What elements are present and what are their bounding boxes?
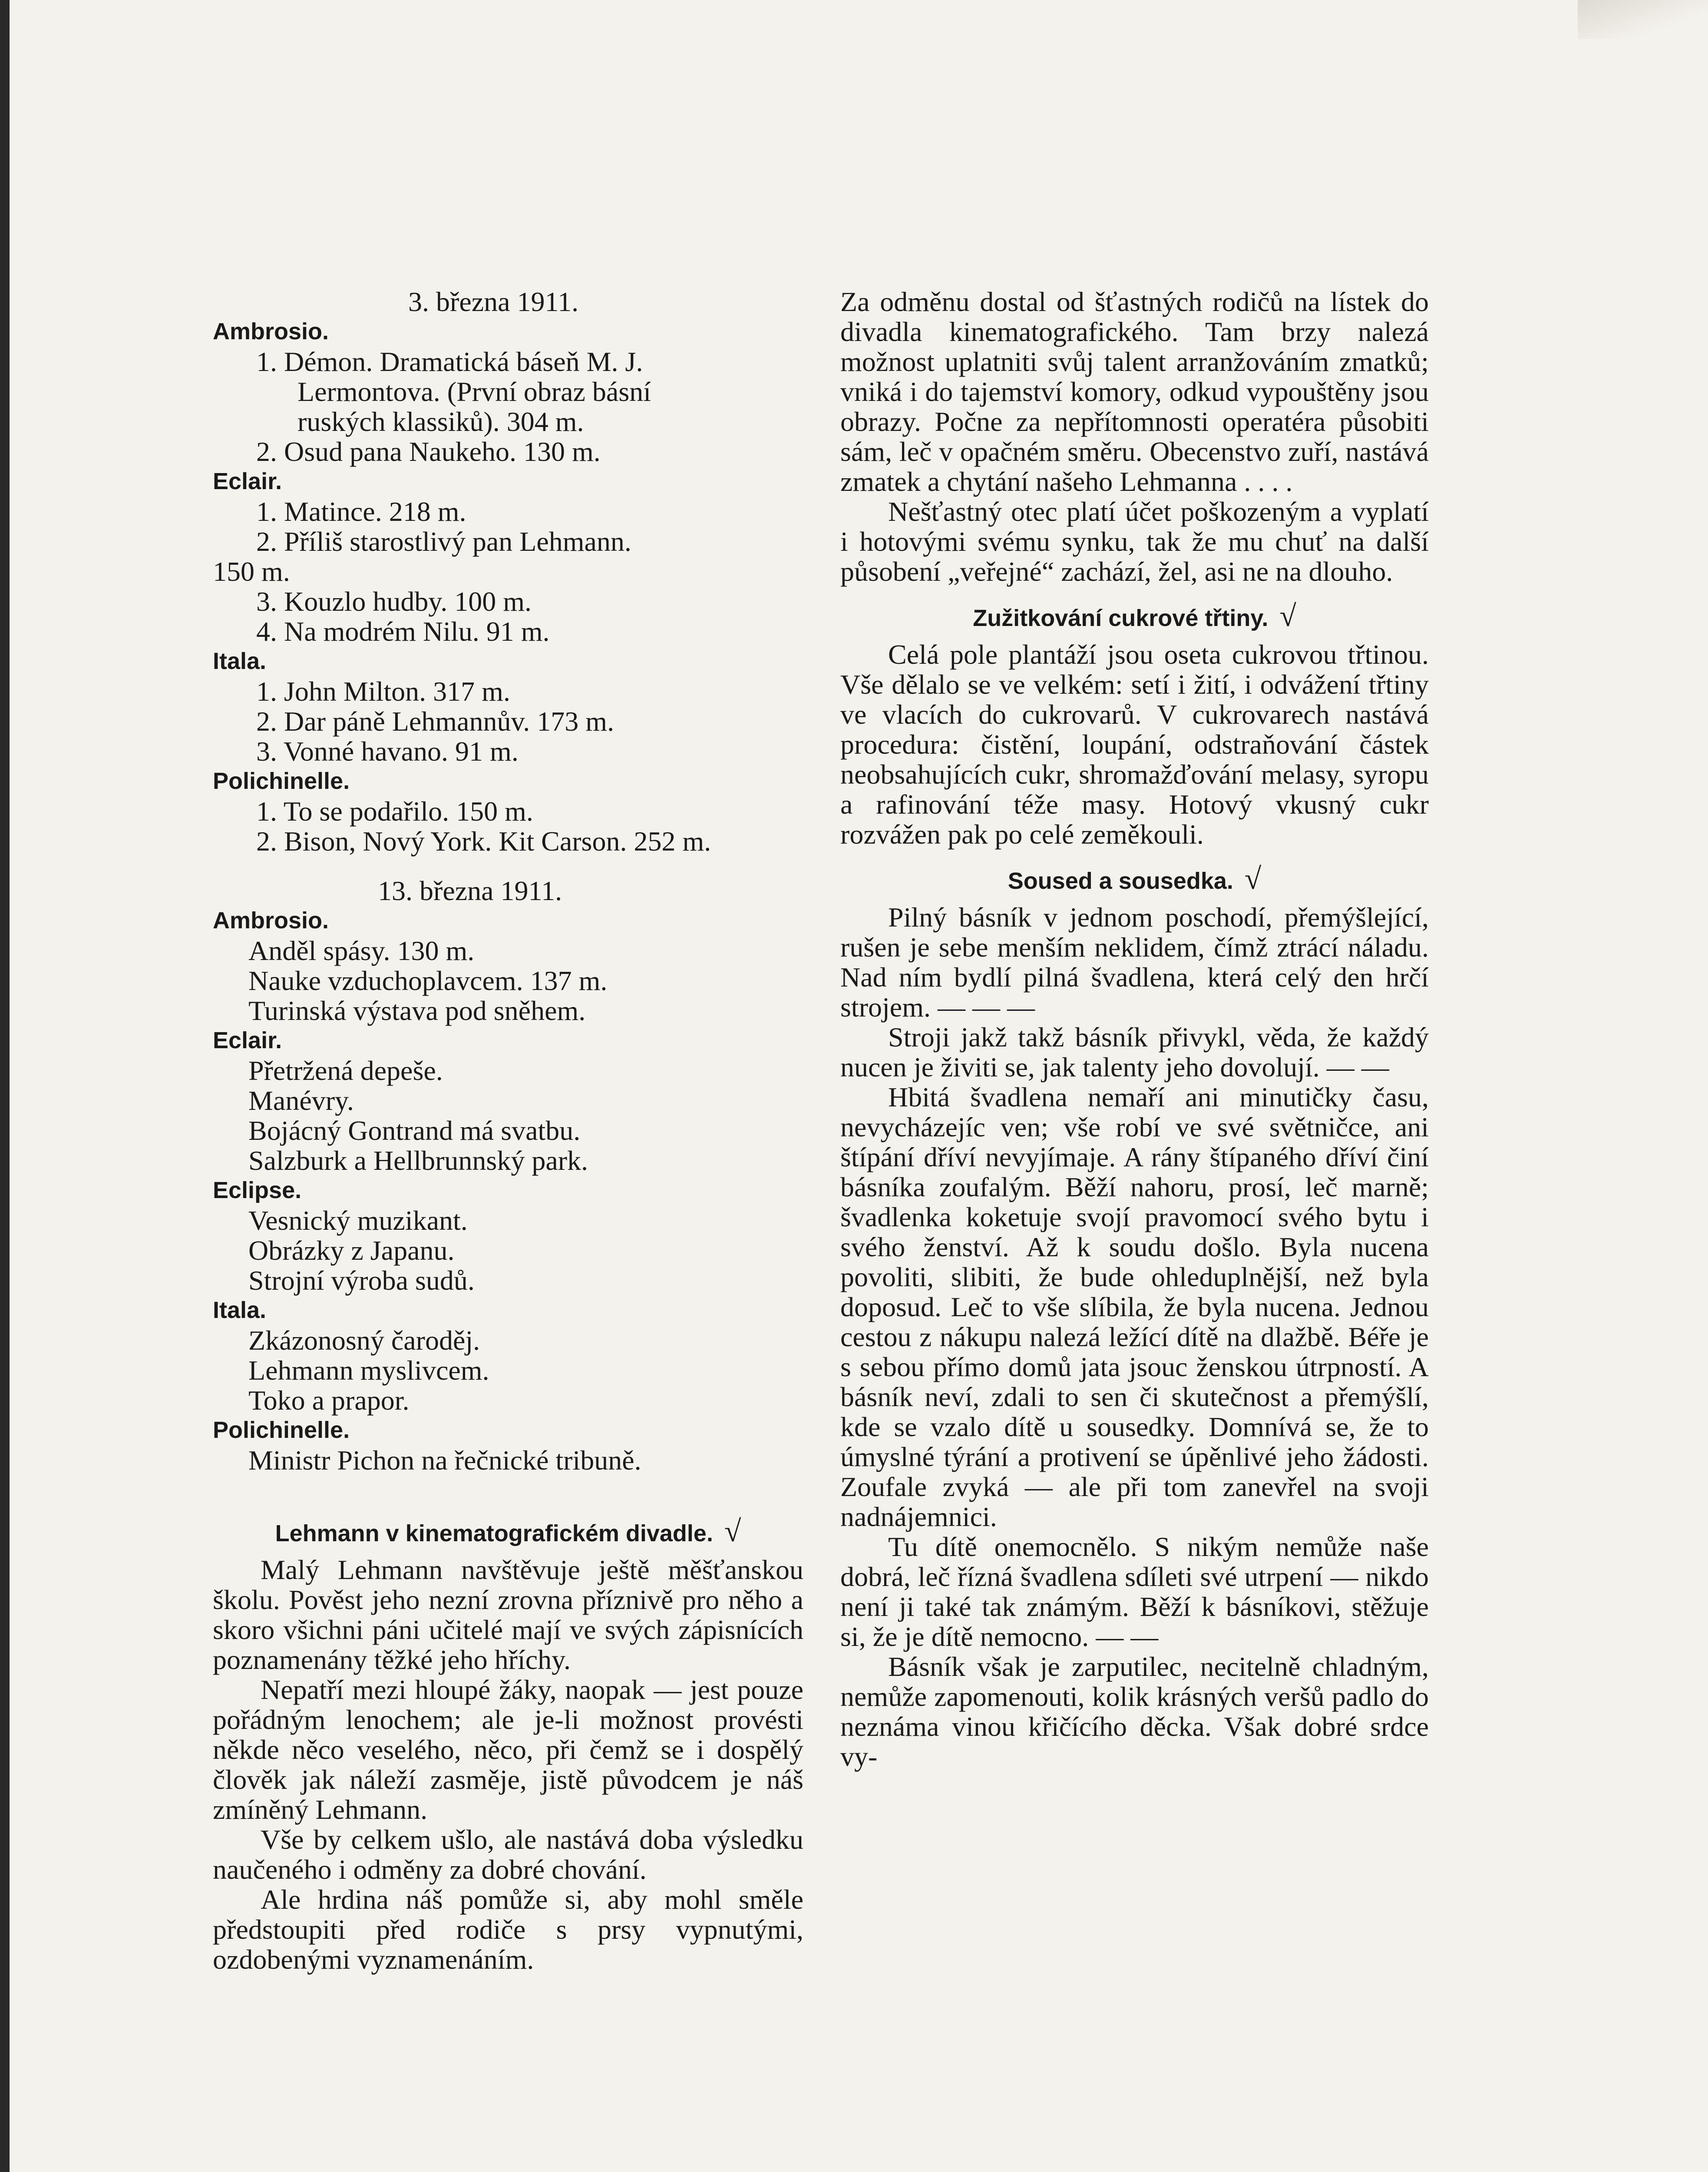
article-paragraph: Básník však je zarputilec, necitelně chladným, nemůže zapomenouti, kolik krásných veršů padlo do neznáma vinou křičícího děcka. Však dobré srdce vy- bbox=[840, 1651, 1429, 1772]
film-entry: 1. Démon. Dramatická báseň M. J. bbox=[256, 346, 643, 377]
studio-heading: Itala. bbox=[213, 1297, 267, 1323]
article-paragraph: Malý Lehmann navštěvuje ještě měšťanskou školu. Pověst jeho nezní zrovna příznivě pro něho a skoro všichni páni učitelé mají ve svých zápisnících poznamenány těžké jeho hříchy. bbox=[213, 1554, 803, 1675]
studio-heading: Itala. bbox=[213, 648, 267, 674]
studio-heading: Ambrosio. bbox=[213, 907, 329, 934]
film-entry: 2. Bison, Nový York. Kit Carson. 252 m. bbox=[256, 826, 711, 857]
article-heading bbox=[840, 601, 1429, 633]
article-paragraph: Vše by celkem ušlo, ale nastává doba výsledku naučeného i odměny za dobré chování. bbox=[213, 1824, 803, 1885]
studio-heading: Polichinelle. bbox=[213, 768, 350, 794]
film-entry: 2. Dar páně Lehmannův. 173 m. bbox=[256, 706, 614, 737]
left-column bbox=[213, 287, 803, 1974]
article-paragraph: Celá pole plantáží jsou oseta cukrovou třtinou. Vše dělalo se ve velkém: setí i žití, i odvážení třtiny ve vlacích do cukrovarů. V cukrovarech nastává procedura: čistění, loupání, odstraňování částek neobsahujících cukr, shromažďování melasy, syropu a rafinování téže masy. Hotový vkusný cukr rozvážen pak po celé zeměkouli. bbox=[840, 639, 1429, 850]
film-entry: 2. Příliš starostlivý pan Lehmann. bbox=[256, 526, 631, 557]
film-entry: Nauke vzduchoplavcem. 137 m. bbox=[248, 965, 608, 996]
article-paragraph: Za odměnu dostal od šťastných rodičů na lístek do divadla kinematografického. Tam brzy nalezá možnost uplatniti svůj talent arranžováním zmatků; vniká i do tajemství komory, odkud vypouštěny jsou obrazy. Počne za nepřítomnosti operatéra působiti sám, leč v opačném směru. Obecenstvo zuří, nastává zmatek a chytání našeho Lehmanna . . . . bbox=[840, 286, 1429, 497]
film-entry: 2. Osud pana Naukeho. 130 m. bbox=[256, 436, 601, 467]
article-paragraph: Hbitá švadlena nemaří ani minutičky času, nevycházejíc ven; vše robí ve své světničce, ani štípání dříví nevyjímaje. A rány štípaného dříví činí básníka zoufalým. Běží nahoru, prosí, leč marně; švadlenka koketuje svojí pravomocí svého bytu i svého ženství. Až k soudu došlo. Byla nucena povoliti, slibiti, že bude ohleduplnější, než byla doposud. Leč to vše slíbila, že byla nucena. Jednou cestou z nákupu nalezá ležící dítě na dlažbě. Béře je s sebou přímo domů jata jsouc ženskou útrpností. A básník neví, zdali to sen či skutečnost a přemýšlí, kde se vzalo dítě u sousedky. Domnívá se, že to úmyslné týrání a protivení se úpěnlivé jeho žádosti. Zoufale zvyká — ale při tom zanevřel na svoji nadnájemnici. bbox=[840, 1082, 1429, 1532]
film-entry: Obrázky z Japanu. bbox=[248, 1235, 455, 1266]
article-paragraph: Pilný básník v jednom poschodí, přemýšlející, rušen je sebe menším neklidem, čímž ztrácí náladu. Nad ním bydlí pilná švadlena, která celý den hrčí strojem. — — — bbox=[840, 902, 1429, 1023]
date-heading: 13. března 1911. bbox=[378, 875, 562, 906]
article-heading bbox=[840, 864, 1429, 896]
film-entry: 1. Matince. 218 m. bbox=[256, 496, 466, 527]
studio-heading: Ambrosio. bbox=[213, 318, 329, 344]
film-entry: Strojní výroba sudů. bbox=[248, 1265, 475, 1296]
film-entry: Manévry. bbox=[248, 1085, 354, 1116]
article-heading bbox=[213, 1516, 803, 1549]
film-entry: Ministr Pichon na řečnické tribuně. bbox=[248, 1445, 641, 1476]
film-entry: Zkázonosný čaroděj. bbox=[248, 1325, 480, 1356]
film-entry: 3. Vonné havano. 91 m. bbox=[256, 736, 519, 767]
film-entry: Salzburk a Hellbrunnský park. bbox=[248, 1145, 588, 1176]
checkmark-icon: √ bbox=[1279, 599, 1296, 633]
film-entry: Přetržená depeše. bbox=[248, 1055, 443, 1086]
film-entry-continued: Lermontova. (První obraz básní bbox=[297, 376, 651, 407]
film-entry: Vesnický muzikant. bbox=[248, 1205, 468, 1236]
film-entry: Turinská výstava pod sněhem. bbox=[248, 995, 586, 1026]
film-entry: 3. Kouzlo hudby. 100 m. bbox=[256, 586, 532, 617]
film-entry: Toko a prapor. bbox=[248, 1385, 410, 1416]
date-heading: 3. března 1911. bbox=[408, 286, 579, 317]
film-entry-continued: ruských klassiků). 304 m. bbox=[297, 406, 584, 437]
article-title: Soused a sousedka. bbox=[1008, 868, 1233, 894]
studio-heading: Eclair. bbox=[213, 468, 282, 494]
film-entry: 1. To se podařilo. 150 m. bbox=[256, 796, 533, 827]
checkmark-icon: √ bbox=[1244, 862, 1262, 896]
article-title: Lehmann v kinematografickém divadle. bbox=[275, 1520, 713, 1546]
film-entry: Lehmann myslivcem. bbox=[248, 1355, 489, 1386]
studio-heading: Eclair. bbox=[213, 1027, 282, 1053]
article-paragraph: Stroji jakž takž básník přivykl, věda, že každý nucen je živiti se, jak talenty jeho dovolují. — — bbox=[840, 1022, 1429, 1083]
article-title: Zužitkování cukrové třtiny. bbox=[973, 605, 1269, 631]
film-entry: 1. John Milton. 317 m. bbox=[256, 676, 510, 707]
checkmark-icon: √ bbox=[724, 1515, 741, 1548]
studio-heading: Polichinelle. bbox=[213, 1417, 350, 1443]
article-paragraph: Nešťastný otec platí účet poškozeným a vyplatí i hotovými svému synku, tak že mu chuť na další působení „veřejné“ zachází, žel, asi ne na dlouho. bbox=[840, 496, 1429, 587]
right-column bbox=[840, 287, 1429, 1771]
film-entry: Bojácný Gontrand má svatbu. bbox=[248, 1115, 581, 1146]
film-entry-continued: 150 m. bbox=[213, 556, 290, 587]
studio-heading: Eclipse. bbox=[213, 1177, 302, 1203]
article-paragraph: Nepatří mezi hloupé žáky, naopak — jest pouze pořádným lenochem; ale je-li možnost provésti někde něco veselého, něco, při čemž se i dospělý člověk jak náleží zasměje, jistě původcem je náš zmíněný Lehmann. bbox=[213, 1674, 803, 1825]
film-entry: 4. Na modrém Nilu. 91 m. bbox=[256, 616, 550, 647]
scan-edge bbox=[0, 0, 10, 2172]
scan-corner-shadow bbox=[1578, 0, 1708, 39]
article-paragraph: Tu dítě onemocnělo. S nikým nemůže naše dobrá, leč řízná švadlena sdíleti své utrpení — nikdo není ji také tak známým. Běží k básníkovi, stěžuje si, že je dítě nemocno. — — bbox=[840, 1531, 1429, 1652]
article-paragraph: Ale hrdina náš pomůže si, aby mohl směle předstoupiti před rodiče s prsy vypnutými, ozdobenými vyznamenáním. bbox=[213, 1884, 803, 1975]
film-entry: Anděl spásy. 130 m. bbox=[248, 935, 475, 966]
